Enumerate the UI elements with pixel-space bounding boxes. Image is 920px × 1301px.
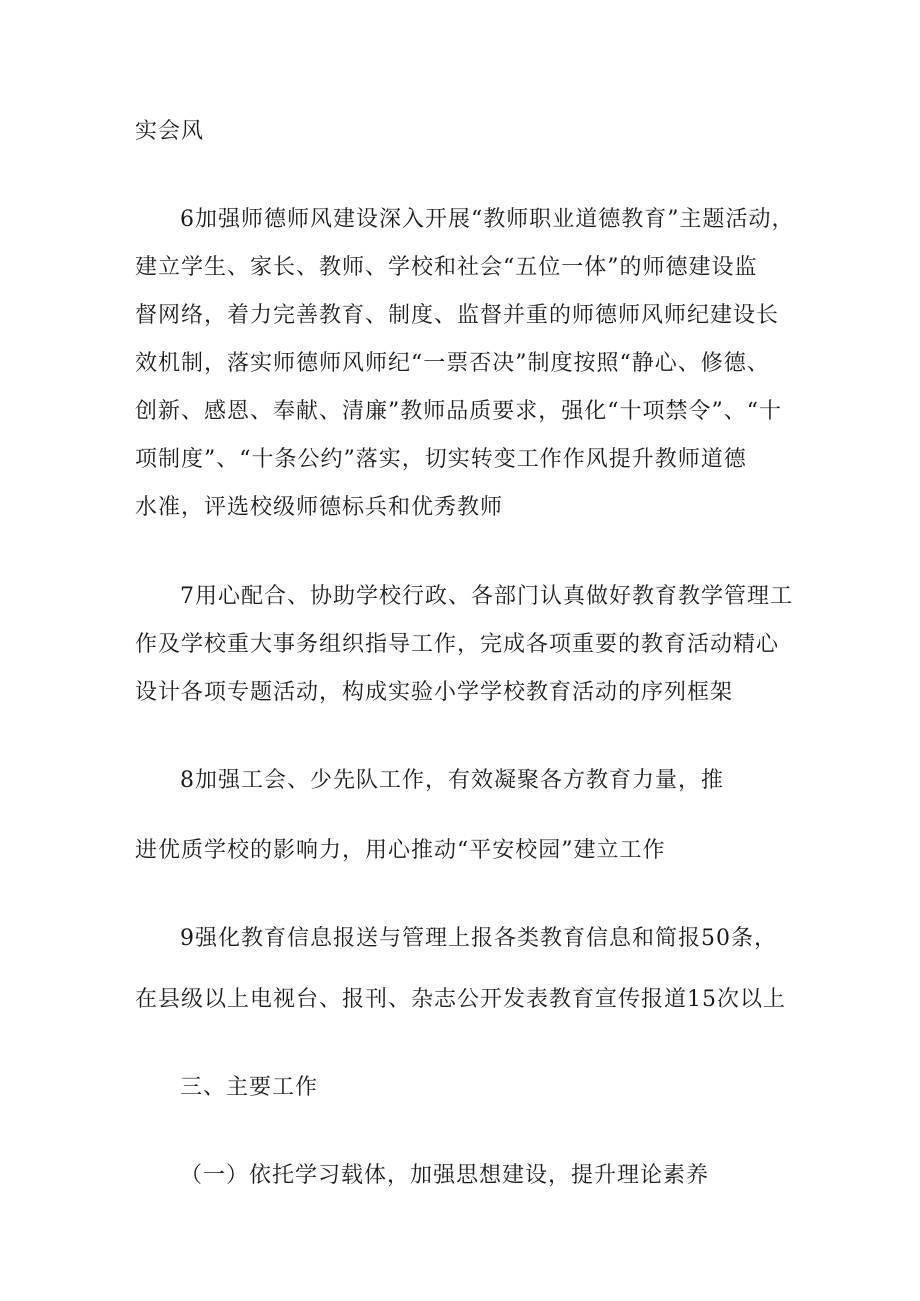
paragraph-8-line-2: 进优质学校的影响力，用心推动“平安校园”建立工作 [135,838,666,863]
paragraph-6-line-3: 督网络，着力完善教育、制度、监督并重的师德师风师纪建设长 [135,303,780,328]
paragraph-8-line-1: 8加强工会、少先队工作，有效凝聚各方教育力量，推 [180,768,724,793]
paragraph-6-line-1: 6加强师德师风建设深入开展“教师职业道德教育”主题活动， [180,207,795,232]
paragraph-5-continuation: 实会风 [135,119,205,144]
paragraph-9-line-2: 在县级以上电视台、报刊、杂志公开发表教育宣传报道15次以上 [135,987,786,1012]
paragraph-7-line-1: 7用心配合、协助学校行政、各部门认真做好教育教学管理工 [180,584,793,609]
paragraph-6-line-2: 建立学生、家长、教师、学校和社会“五位一体”的师德建设监 [135,255,758,280]
paragraph-6-line-7: 水准，评选校级师德标兵和优秀教师 [135,495,504,520]
paragraph-9-line-1: 9强化教育信息报送与管理上报各类教育信息和简报50条， [180,926,777,951]
paragraph-7-line-2: 作及学校重大事务组织指导工作，完成各项重要的教育活动精心 [135,632,780,657]
paragraph-6-line-5: 创新、感恩、奉献、清廉”教师品质要求，强化“十项禁令”、“十 [135,399,782,424]
paragraph-6-line-6: 项制度”、“十条公约”落实，切实转变工作作风提升教师道德 [135,447,747,472]
section-heading: 三、主要工作 [180,1075,319,1100]
subsection-heading: （一）依托学习载体，加强思想建设，提升理论素养 [180,1163,710,1188]
paragraph-7-line-3: 设计各项专题活动，构成实验小学学校教育活动的序列框架 [135,680,734,705]
paragraph-6-line-4: 效机制，落实师德师风师纪“一票否决”制度按照“静心、修德、 [135,351,770,376]
